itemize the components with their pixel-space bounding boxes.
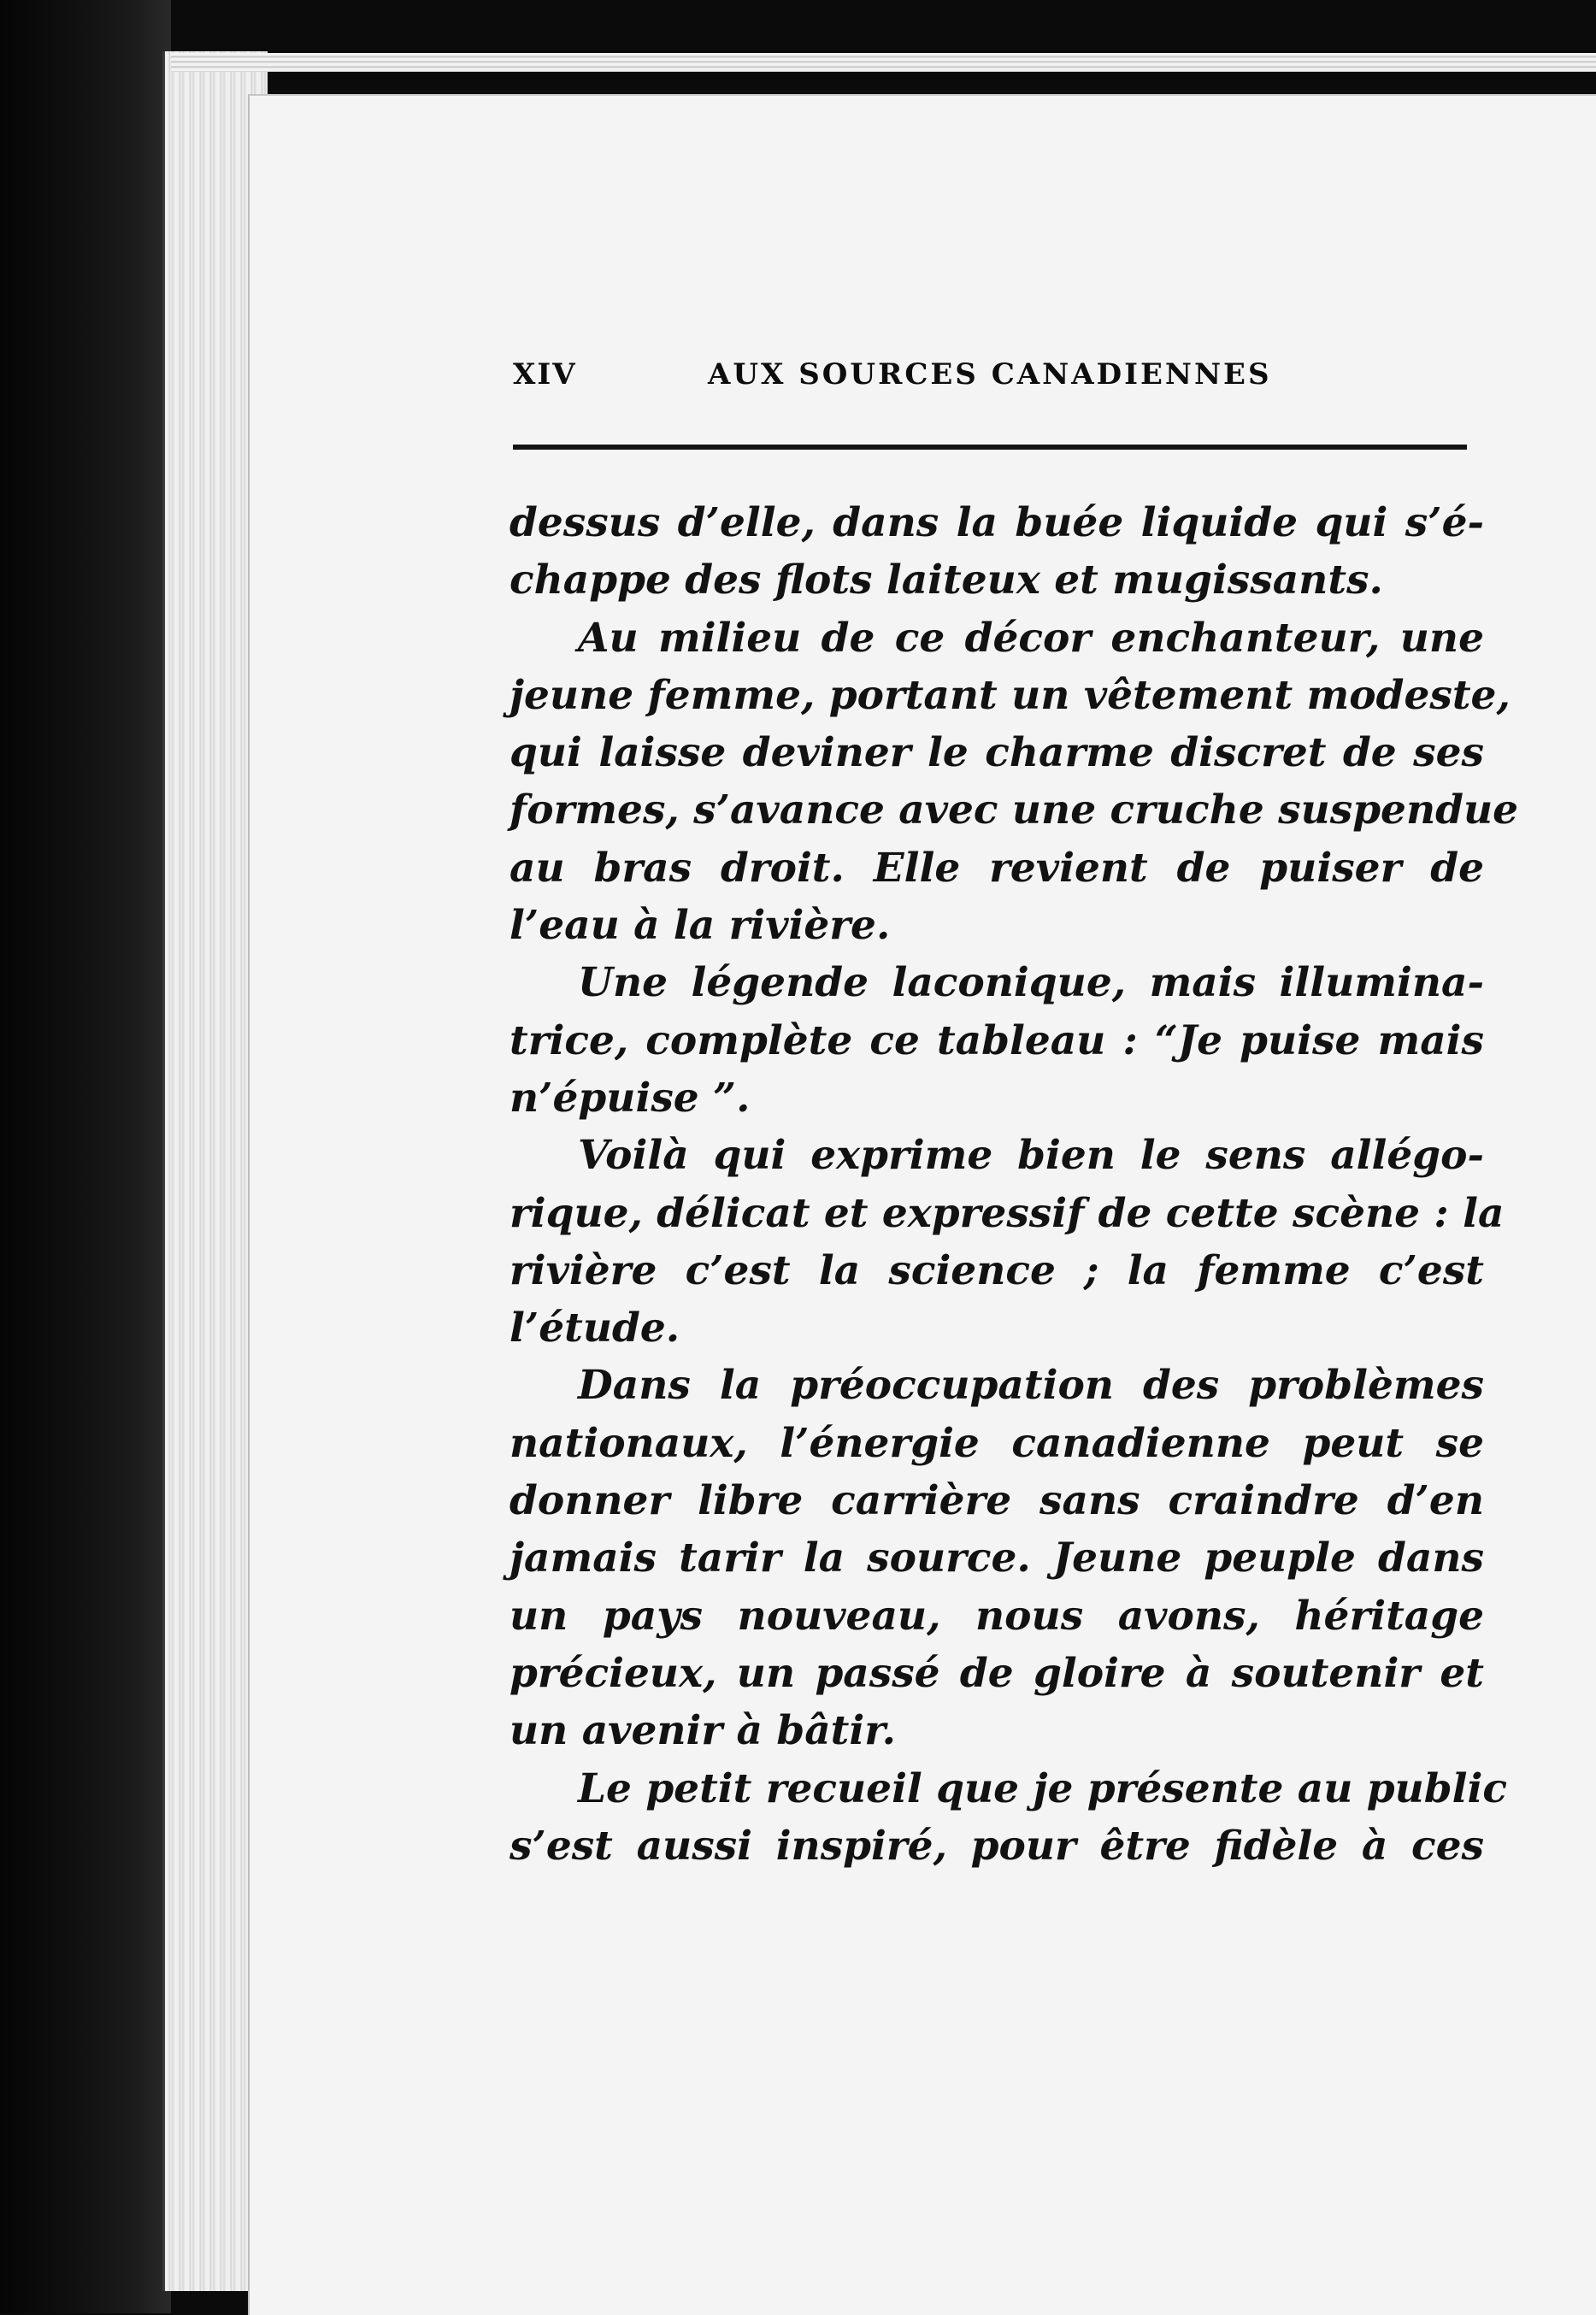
text-line: jeune femme, portant un vêtement modeste, (509, 671, 1511, 719)
text-line: chappe des flots laiteux et mugissants. (509, 557, 1383, 604)
text-line: Dans la préoccupation des problèmes (578, 1362, 1484, 1410)
text-line: jamais tarir la source. Jeune peuple dans (509, 1534, 1484, 1582)
header-rule (513, 445, 1467, 450)
text-line: dessus d’elle, dans la buée liquide qui s’é- (509, 499, 1484, 546)
text-line: donner libre carrière sans craindre d’en (509, 1477, 1484, 1525)
text-line: s’est aussi inspiré, pour être fidèle à ces (509, 1822, 1484, 1870)
text-line: précieux, un passé de gloire à soutenir et (509, 1649, 1484, 1697)
text-line: trice, complète ce tableau : “Je puise mais (509, 1016, 1484, 1064)
text-line: n’épuise ”. (509, 1074, 751, 1122)
body-text (509, 494, 1519, 1875)
text-line: qui laisse deviner le charme discret de ses (509, 729, 1484, 777)
text-line: formes, s’avance avec une cruche suspendue (509, 786, 1519, 834)
book-gutter (0, 0, 171, 2313)
text-line: Voilà qui exprime bien le sens allégo- (578, 1132, 1484, 1180)
text-line: nationaux, l’énergie canadienne peut se (509, 1419, 1484, 1467)
text-line: au bras droit. Elle revient de puiser de (509, 844, 1484, 892)
page-stack-top-edge (171, 53, 1596, 72)
text-line: l’eau à la rivière. (509, 902, 891, 950)
text-line: Une légende laconique, mais illumina- (578, 959, 1484, 1007)
running-head: AUX SOURCES CANADIENNES (708, 357, 1272, 392)
text-line: l’étude. (509, 1305, 680, 1352)
text-line: un avenir à bâtir. (509, 1707, 897, 1755)
text-line: un pays nouveau, nous avons, héritage (509, 1592, 1484, 1640)
page-header (513, 357, 1479, 409)
text-line: rivière c’est la science ; la femme c’est (509, 1246, 1484, 1294)
text-line: Au milieu de ce décor enchanteur, une (578, 614, 1484, 662)
page-number: XIV (513, 357, 577, 392)
text-line: rique, délicat et expressif de cette scène : la (509, 1189, 1505, 1237)
text-line: Le petit recueil que je présente au public (578, 1764, 1507, 1812)
